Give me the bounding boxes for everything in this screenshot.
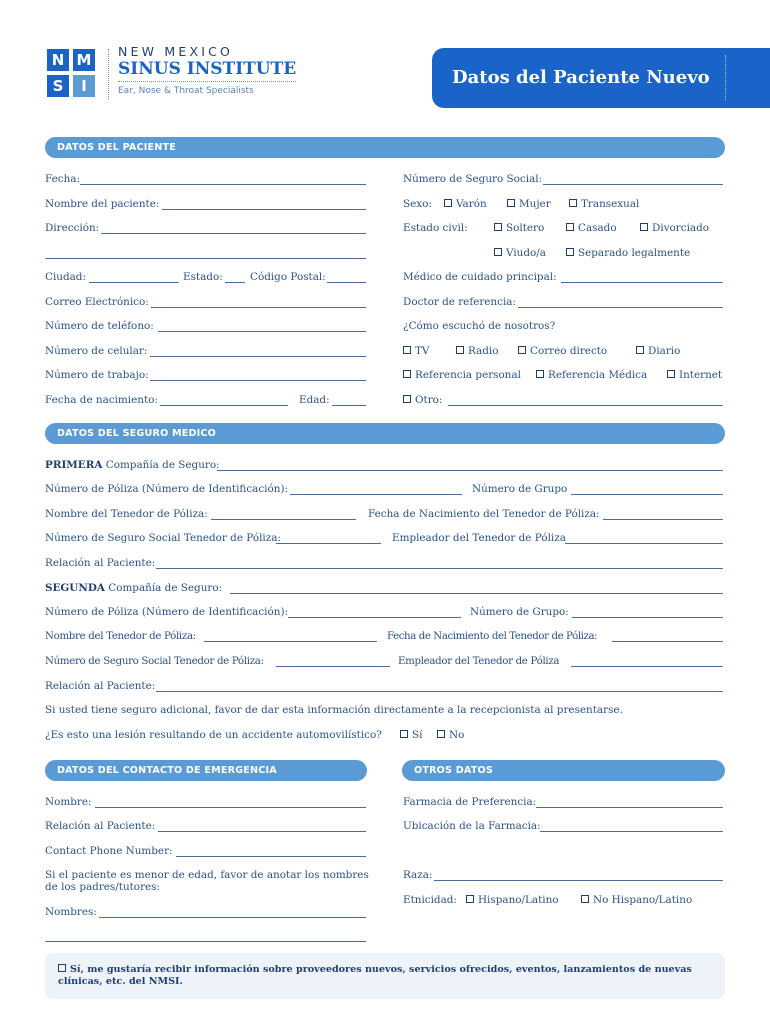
label-internet: Internet (679, 369, 723, 381)
logo (44, 44, 304, 103)
label-correo-directo: Correo directo (530, 345, 608, 357)
label-emergencia-relacion: Relación al Paciente: (45, 820, 156, 832)
checkbox-icon (403, 346, 411, 354)
label-sexo: Sexo: (403, 198, 432, 210)
label-empleador-1: Empleador del Tenedor de Póliza (392, 532, 566, 544)
checkbox-icon (581, 895, 589, 903)
label-primera: PRIMERA (45, 459, 103, 471)
label-casado: Casado (578, 222, 617, 234)
field-ssn-tenedor-2[interactable] (276, 666, 390, 667)
field-ubicacion[interactable] (540, 831, 723, 832)
field-medico[interactable] (561, 282, 723, 283)
label-soltero: Soltero (506, 222, 545, 234)
field-empleador-2[interactable] (571, 666, 723, 667)
field-ciudad[interactable] (89, 282, 179, 283)
field-segunda-compania[interactable] (230, 593, 723, 594)
logo-letter-i: I (73, 75, 95, 97)
logo-rule (118, 81, 296, 82)
field-codigo-postal[interactable] (327, 282, 366, 283)
checkbox-casado[interactable] (566, 222, 617, 235)
label-tv: TV (415, 345, 430, 357)
label-grupo-1: Número de Grupo (472, 483, 568, 495)
field-grupo-2[interactable] (572, 617, 723, 618)
checkbox-icon (456, 346, 464, 354)
label-otro: Otro: (415, 394, 443, 406)
checkbox-icon (403, 395, 411, 403)
checkbox-icon (400, 730, 408, 738)
label-estado-civil: Estado civil: (403, 222, 468, 234)
label-correo: Correo Electrónico: (45, 296, 149, 308)
label-etnicidad: Etnicidad: (403, 894, 457, 906)
field-relacion-2[interactable] (156, 691, 723, 692)
label-mujer: Mujer (519, 198, 551, 210)
checkbox-icon (58, 964, 66, 972)
logo-letter-s: S (47, 75, 69, 97)
label-emergencia-nombre: Nombre: (45, 796, 92, 808)
field-empleador-1[interactable] (565, 543, 723, 544)
checkbox-icon (494, 248, 502, 256)
label-relacion-2: Relación al Paciente: (45, 680, 156, 692)
label-hispano: Hispano/Latino (478, 894, 559, 906)
label-empleador-2: Empleador del Tenedor de Póliza (398, 656, 560, 667)
label-codigo-postal: Código Postal: (250, 271, 326, 283)
checkbox-correo-directo[interactable] (518, 345, 607, 358)
label-fecha: Fecha: (45, 173, 80, 185)
field-otro[interactable] (448, 405, 723, 406)
label-estado: Estado: (183, 271, 223, 283)
label-grupo-2: Número de Grupo: (470, 606, 569, 618)
checkbox-icon (444, 199, 452, 207)
field-nacimiento[interactable] (160, 405, 288, 406)
checkbox-icon (636, 346, 644, 354)
label-edad: Edad: (299, 394, 330, 406)
label-ssn: Número de Seguro Social: (403, 173, 543, 185)
field-telefono[interactable] (158, 331, 366, 332)
logo-letter-n: N (47, 49, 69, 71)
label-ssn-tenedor-2: Número de Seguro Social Tenedor de Póliza: (45, 656, 264, 667)
section-emergencia-header: DATOS DEL CONTACTO DE EMERGENCIA (45, 760, 367, 781)
label-trabajo: Número de trabajo: (45, 369, 149, 381)
checkbox-icon (569, 199, 577, 207)
checkbox-lesion-no[interactable] (437, 729, 464, 742)
label-relacion-1: Relación al Paciente: (45, 557, 156, 569)
field-tenedor-2[interactable] (204, 641, 377, 642)
checkbox-divorciado[interactable] (640, 222, 709, 235)
label-ssn-tenedor-1: Número de Seguro Social Tenedor de Póliza: (45, 532, 281, 544)
field-ssn-tenedor-1[interactable] (276, 543, 381, 544)
label-segunda: SEGUNDA (45, 582, 105, 594)
logo-letter-m: M (73, 49, 95, 71)
label-nombre: Nombre del paciente: (45, 198, 160, 210)
checkbox-hispano[interactable] (466, 894, 559, 907)
checkbox-icon (403, 370, 411, 378)
checkbox-icon (667, 370, 675, 378)
field-emergencia-nombre[interactable] (95, 807, 366, 808)
checkbox-ref-medica[interactable] (536, 369, 647, 382)
checkbox-icon (507, 199, 515, 207)
label-varon: Varón (456, 198, 487, 210)
label-ubicacion: Ubicación de la Farmacia: (403, 820, 541, 832)
checkbox-icon (518, 346, 526, 354)
label-ciudad: Ciudad: (45, 271, 86, 283)
field-celular[interactable] (150, 356, 366, 357)
label-viudo: Viudo/a (506, 247, 546, 259)
label-separado: Separado legalmente (578, 247, 691, 259)
label-ref-personal: Referencia personal (415, 369, 521, 381)
label-lesion: ¿Es esto una lesión resultando de un accidente automovilístico? (45, 729, 382, 741)
label-farmacia: Farmacia de Preferencia: (403, 796, 537, 808)
checkbox-viudo[interactable] (494, 247, 546, 260)
field-edad[interactable] (332, 405, 366, 406)
label-celular: Número de celular: (45, 345, 148, 357)
label-tenedor-2: Nombre del Tenedor de Póliza: (45, 631, 196, 642)
checkbox-separado[interactable] (566, 247, 690, 260)
checkbox-mujer[interactable] (507, 198, 551, 211)
label-lesion-no: No (449, 729, 465, 741)
checkbox-tv[interactable] (403, 345, 429, 358)
checkbox-internet[interactable] (667, 369, 722, 382)
section-paciente-header: DATOS DEL PACIENTE (45, 137, 725, 158)
field-fecha-tenedor-2[interactable] (612, 641, 723, 642)
field-poliza-1[interactable] (290, 494, 462, 495)
label-radio: Radio (468, 345, 499, 357)
label-transexual: Transexual (581, 198, 640, 210)
checkbox-diario[interactable] (636, 345, 680, 358)
field-primera-compania[interactable] (217, 470, 723, 471)
label-lesion-si: Sí (412, 729, 423, 741)
field-nombre[interactable] (162, 209, 366, 210)
consent-text: Sí, me gustaría recibir información sobre proveedores nuevos, servicios ofrecidos, eventos, lanzamientos de nuevas clínicas, etc. del NMSI. (58, 964, 692, 987)
section-seguro-header: DATOS DEL SEGURO MEDICO (45, 423, 725, 444)
label-compania-1: Compañía de Seguro: (105, 459, 220, 471)
emergencia-menor-line2: de los padres/tutores: (45, 881, 161, 893)
field-direccion-2[interactable] (45, 258, 366, 259)
checkbox-no-hispano[interactable] (581, 894, 692, 907)
checkbox-radio[interactable] (456, 345, 499, 358)
field-estado[interactable] (225, 282, 245, 283)
field-fecha[interactable] (80, 184, 366, 185)
label-como: ¿Cómo escuchó de nosotros? (403, 320, 556, 332)
checkbox-icon (640, 223, 648, 231)
label-fecha-tenedor-1: Fecha de Nacimiento del Tenedor de Póliza: (368, 508, 600, 520)
header-dotted-edge (725, 55, 726, 101)
field-relacion-1[interactable] (156, 568, 723, 569)
label-medico: Médico de cuidado principal: (403, 271, 557, 283)
label-telefono: Número de teléfono: (45, 320, 154, 332)
checkbox-icon (437, 730, 445, 738)
label-ref-medica: Referencia Médica (548, 369, 648, 381)
label-compania-2: Compañía de Seguro: (108, 582, 223, 594)
checkbox-soltero[interactable] (494, 222, 544, 235)
field-direccion[interactable] (101, 233, 366, 234)
emergencia-menor-line1: Si el paciente es menor de edad, favor de anotar los nombres (45, 869, 369, 881)
checkbox-icon (566, 223, 574, 231)
label-raza: Raza: (403, 869, 433, 881)
field-grupo-1[interactable] (571, 494, 723, 495)
field-emergencia-relacion[interactable] (158, 831, 366, 832)
label-no-hispano: No Hispano/Latino (593, 894, 693, 906)
field-emergencia-nombres[interactable] (99, 917, 366, 918)
field-emergencia-phone[interactable] (176, 856, 366, 857)
field-referencia[interactable] (518, 307, 723, 308)
section-otros-header: OTROS DATOS (402, 760, 725, 781)
label-emergencia-phone: Contact Phone Number: (45, 845, 173, 857)
label-primera-compania (45, 459, 220, 472)
checkbox-icon (536, 370, 544, 378)
checkbox-lesion-si[interactable] (400, 729, 422, 742)
label-tenedor-1: Nombre del Tenedor de Póliza: (45, 508, 208, 520)
label-poliza-2: Número de Póliza (Número de Identificación): (45, 606, 289, 618)
label-divorciado: Divorciado (652, 222, 709, 234)
field-emergencia-nombres-2[interactable] (45, 941, 366, 942)
logo-line3: Ear, Nose & Throat Specialists (118, 86, 254, 96)
checkbox-icon (494, 223, 502, 231)
label-fecha-tenedor-2: Fecha de Nacimiento del Tenedor de Póliza: (387, 631, 598, 642)
label-segunda-compania (45, 582, 222, 595)
label-nacimiento: Fecha de nacimiento: (45, 394, 158, 406)
field-fecha-tenedor-1[interactable] (603, 519, 723, 520)
checkbox-icon (566, 248, 574, 256)
field-farmacia[interactable] (536, 807, 723, 808)
consent-checkbox[interactable] (58, 964, 698, 988)
label-direccion: Dirección: (45, 222, 100, 234)
label-diario: Diario (648, 345, 681, 357)
field-tenedor-1[interactable] (211, 519, 356, 520)
field-trabajo[interactable] (150, 380, 366, 381)
field-correo[interactable] (151, 307, 366, 308)
label-referencia: Doctor de referencia: (403, 296, 516, 308)
label-poliza-1: Número de Póliza (Número de Identificación): (45, 483, 289, 495)
logo-line1: NEW MEXICO (118, 44, 234, 59)
checkbox-otro[interactable] (403, 394, 442, 407)
logo-divider (108, 49, 109, 99)
field-poliza-2[interactable] (288, 617, 461, 618)
label-emergencia-nombres: Nombres: (45, 906, 97, 918)
seguro-adicional-note: Si usted tiene seguro adicional, favor de dar esta información directamente a la recepcionista al presentarse. (45, 704, 623, 716)
page-title: Datos del Paciente Nuevo (452, 67, 710, 88)
checkbox-icon (466, 895, 474, 903)
field-raza[interactable] (434, 880, 723, 881)
checkbox-transexual[interactable] (569, 198, 639, 211)
logo-line2: SINUS INSTITUTE (118, 59, 297, 79)
field-ssn[interactable] (543, 184, 723, 185)
checkbox-ref-personal[interactable] (403, 369, 521, 382)
checkbox-varon[interactable] (444, 198, 487, 211)
